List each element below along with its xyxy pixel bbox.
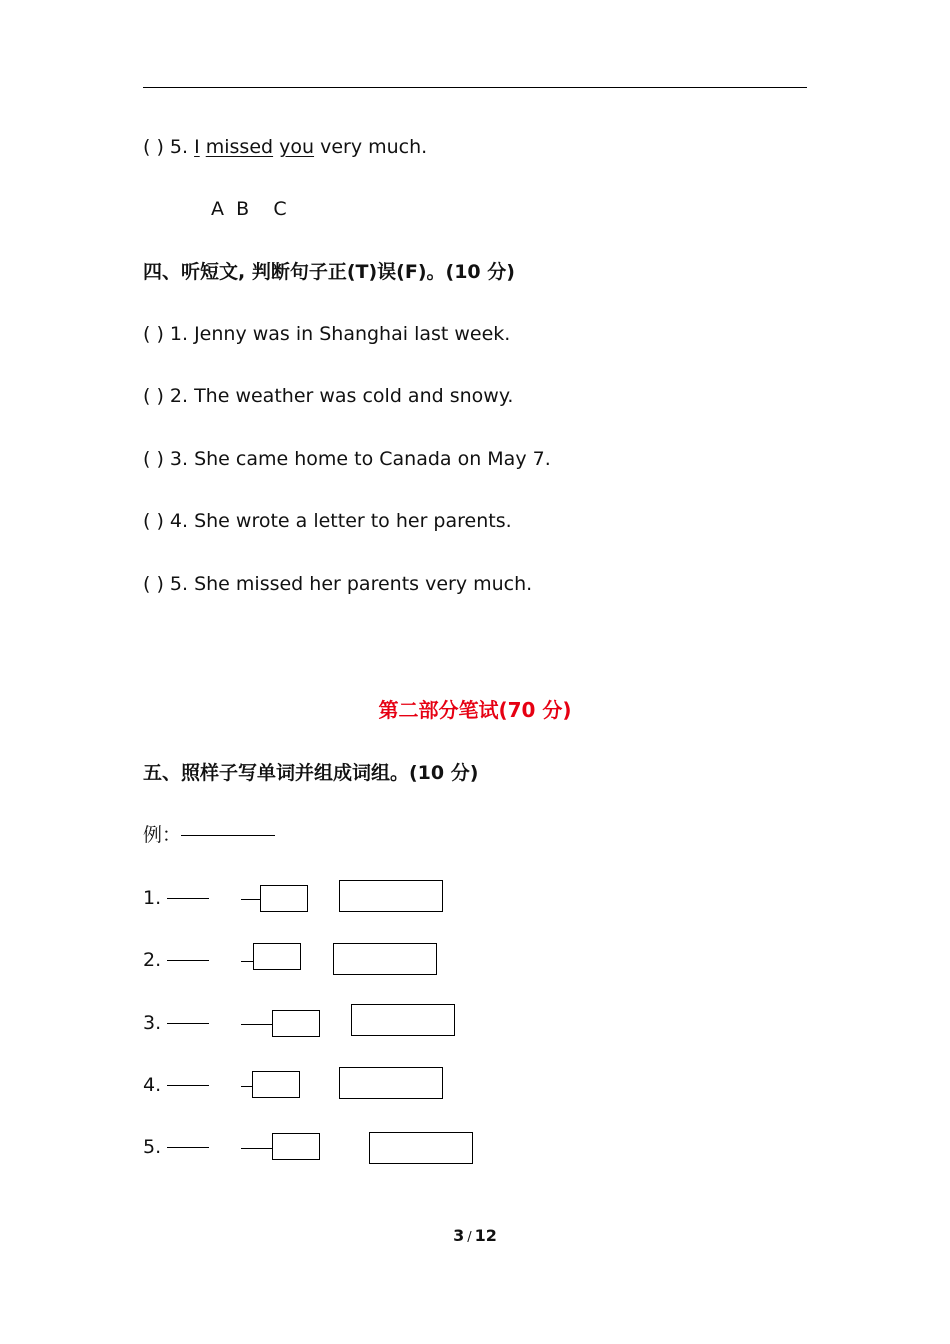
section-4-item-4: ( ) 4. She wrote a letter to her parents. <box>143 510 512 532</box>
word-box[interactable] <box>272 1010 320 1037</box>
q3-item-5-options <box>211 197 287 221</box>
phrase-box[interactable] <box>339 1067 443 1099</box>
underlined-word-a: I <box>194 136 200 158</box>
phrase-box[interactable] <box>333 943 437 975</box>
connector-line <box>241 1148 273 1149</box>
phrase-box[interactable] <box>351 1004 455 1036</box>
option-b: B <box>236 198 250 220</box>
word-box[interactable] <box>253 943 301 970</box>
section-4-item-3: ( ) 3. She came home to Canada on May 7. <box>143 448 551 470</box>
section-4-item-5: ( ) 5. She missed her parents very much. <box>143 573 533 595</box>
word-blank <box>167 1085 209 1086</box>
page-number <box>0 1226 950 1245</box>
section-5-item-1 <box>143 886 209 910</box>
item-number: 1. <box>143 887 162 909</box>
section-4-heading: 四、听短文, 判断句子正(T)误(F)。(10 分) <box>143 261 515 283</box>
section-4-item-1: ( ) 1. Jenny was in Shanghai last week. <box>143 323 511 345</box>
item-number: 2. <box>143 949 162 971</box>
example-blank <box>181 835 275 836</box>
item-number: 5. <box>143 1136 162 1158</box>
current-page: 3 <box>453 1226 465 1245</box>
connector-line <box>241 1024 273 1025</box>
underlined-word-b: missed <box>205 136 274 158</box>
header-rule <box>143 87 807 88</box>
example-line <box>143 823 275 847</box>
section-5-item-4 <box>143 1073 209 1097</box>
option-c: C <box>273 198 287 220</box>
option-a: A <box>211 198 224 220</box>
section-5-item-2 <box>143 948 209 972</box>
item-number: 4. <box>143 1074 162 1096</box>
word-box[interactable] <box>272 1133 320 1160</box>
word-blank <box>167 960 209 961</box>
word-box[interactable] <box>252 1071 300 1098</box>
underlined-word-c: you <box>279 136 315 158</box>
page-separator: / <box>467 1230 472 1245</box>
word-box[interactable] <box>260 885 308 912</box>
total-pages: 12 <box>474 1226 497 1245</box>
phrase-box[interactable] <box>369 1132 473 1164</box>
q3-item-5-rest: very much. <box>314 136 428 158</box>
q3-item-5 <box>143 135 427 159</box>
phrase-box[interactable] <box>339 880 443 912</box>
q3-item-5-prefix: ( ) 5. <box>143 136 195 158</box>
part-2-title: 第二部分笔试(70 分) <box>378 698 572 722</box>
example-label: 例： <box>143 824 182 846</box>
section-5-item-5 <box>143 1135 209 1159</box>
section-4-item-2: ( ) 2. The weather was cold and snowy. <box>143 385 514 407</box>
item-number: 3. <box>143 1012 162 1034</box>
word-blank <box>167 1023 209 1024</box>
section-5-item-3 <box>143 1011 209 1035</box>
connector-line <box>241 899 261 900</box>
word-blank <box>167 1147 209 1148</box>
section-5-heading: 五、照样子写单词并组成词组。(10 分) <box>143 762 479 784</box>
word-blank <box>167 898 209 899</box>
